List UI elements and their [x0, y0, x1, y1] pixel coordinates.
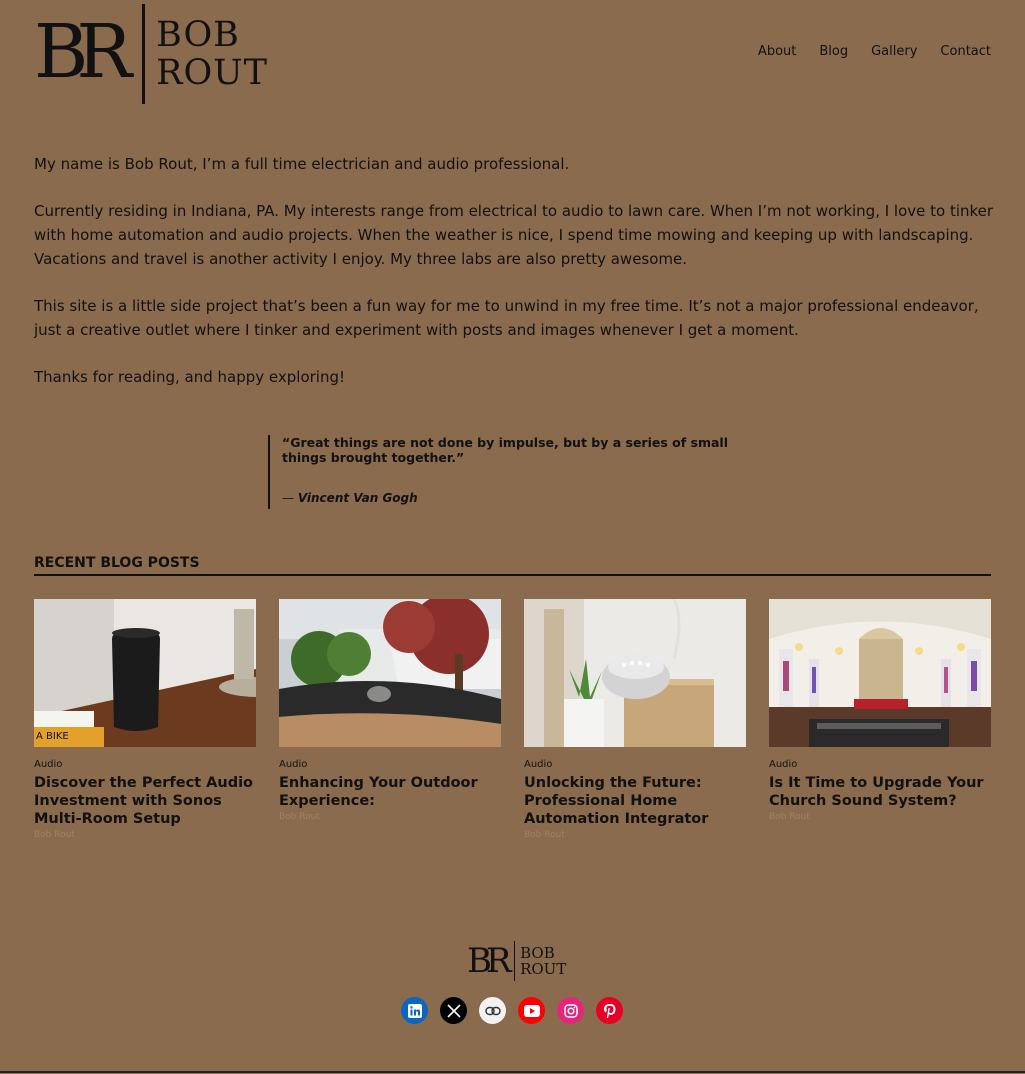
social-links: [401, 997, 623, 1024]
instagram-icon[interactable]: [557, 997, 584, 1024]
post-title[interactable]: Unlocking the Future: Professional Home Automation Integrator: [524, 775, 709, 827]
nav-contact[interactable]: Contact: [940, 44, 991, 59]
main-nav: [758, 44, 991, 59]
link-icon[interactable]: [479, 997, 506, 1024]
pinterest-icon[interactable]: [596, 997, 623, 1024]
logo-name: [156, 16, 268, 92]
quote-author: Vincent Van Gogh: [297, 491, 418, 505]
intro-paragraph-4: Thanks for reading, and happy exploring!: [34, 368, 346, 386]
logo-line-2: ROUT: [156, 53, 268, 93]
footer-logo-divider: [514, 941, 516, 981]
site-header: [34, 0, 991, 110]
quote-text: “Great things are not done by impulse, but by a series of small things brought together.”: [282, 435, 728, 465]
intro-paragraph-1: My name is Bob Rout, I’m a full time electrician and audio professional.: [34, 155, 570, 173]
post-category[interactable]: Audio: [34, 759, 63, 770]
post-title[interactable]: Enhancing Your Outdoor Experience:: [279, 775, 478, 809]
post-card[interactable]: [769, 599, 991, 840]
post-author: Bob Rout: [279, 812, 320, 822]
footer-logo-initials: BR: [467, 941, 506, 981]
post-author: Bob Rout: [34, 830, 75, 840]
pull-quote: [268, 435, 732, 509]
recent-posts-heading: RECENT BLOG POSTS: [34, 555, 991, 576]
post-title[interactable]: Is It Time to Upgrade Your Church Sound System?: [769, 775, 984, 809]
post-thumbnail-church[interactable]: [769, 599, 991, 747]
recent-posts-list: [34, 599, 991, 840]
youtube-icon[interactable]: [518, 997, 545, 1024]
quote-citation: [282, 491, 732, 505]
logo-line-1: BOB: [156, 15, 240, 55]
page-bottom-border: [0, 1071, 1025, 1073]
footer-logo[interactable]: [467, 940, 566, 982]
post-title[interactable]: Discover the Perfect Audio Investment with Sonos Multi-Room Setup: [34, 775, 254, 827]
post-card[interactable]: [34, 599, 256, 840]
post-card[interactable]: [524, 599, 746, 840]
intro-paragraph-3: This site is a little side project that’s been a fun way for me to unwind in my free time. It’s not a major professional endeavor, just a creative outlet where I tinker and experiment with posts and images whenever I get a moment.: [34, 297, 979, 339]
svg-text:A BIKE: A BIKE: [36, 731, 69, 742]
footer-logo-line-2: ROUT: [520, 960, 567, 978]
footer-logo-line-1: BOB: [520, 944, 555, 962]
logo-initials: BR: [34, 9, 121, 95]
quote-dash: —: [282, 491, 298, 505]
nav-about[interactable]: About: [757, 44, 797, 59]
nav-blog[interactable]: Blog: [819, 44, 849, 59]
linkedin-icon[interactable]: [401, 997, 428, 1024]
post-thumbnail-outdoor[interactable]: [279, 599, 501, 747]
intro-text: [34, 152, 994, 412]
x-icon[interactable]: [440, 997, 467, 1024]
post-category[interactable]: Audio: [769, 759, 798, 770]
nav-gallery[interactable]: Gallery: [871, 44, 918, 59]
post-category[interactable]: Audio: [279, 759, 308, 770]
logo-divider: [142, 4, 145, 104]
post-thumbnail-smart-speaker[interactable]: [524, 599, 746, 747]
footer-logo-name: [520, 945, 566, 977]
post-thumbnail-sonos[interactable]: [34, 599, 256, 747]
site-logo[interactable]: [34, 3, 274, 105]
intro-paragraph-2: Currently residing in Indiana, PA. My interests range from electrical to audio to lawn care. When I’m not working, I love to tinker with home automation and audio projects. When the weather is nice, I spend time mowing and keeping up with landscaping. Vacations and travel is another activity I enjoy. My three labs are also pretty awesome.: [34, 202, 994, 268]
post-author: Bob Rout: [769, 812, 810, 822]
post-card[interactable]: [279, 599, 501, 840]
post-author: Bob Rout: [524, 830, 565, 840]
post-category[interactable]: Audio: [524, 759, 553, 770]
